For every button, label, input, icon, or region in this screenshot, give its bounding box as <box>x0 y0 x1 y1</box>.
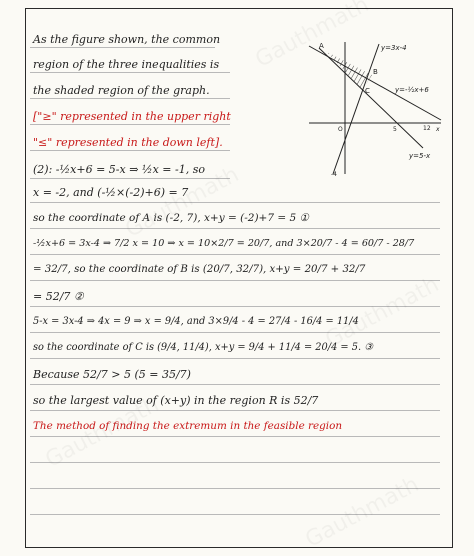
text-line-13: so the coordinate of C is (9/4, 11/4), x+y = 9/4 + 11/4 = 20/4 = 5. ③ <box>33 342 373 353</box>
text-line-14: Because 52/7 > 5 (5 = 35/7) <box>33 368 191 381</box>
label-axis-x: x <box>436 126 440 133</box>
label-point-b: B <box>373 68 378 76</box>
ruled-line <box>30 332 440 333</box>
ruled-line <box>30 202 440 203</box>
ruled-line <box>30 280 440 281</box>
ruled-line <box>30 47 215 48</box>
label-tick-neg4: -4 <box>331 171 337 178</box>
text-line-2: region of the three inequalities is <box>33 58 220 71</box>
text-line-16: The method of finding the extremum in the feasible region <box>33 420 343 432</box>
text-line-9: -½x+6 = 3x-4 ⇒ 7/2 x = 10 ⇒ x = 10×2/7 = 20/7, and 3×20/7 - 4 = 60/7 - 28/7 <box>33 238 415 249</box>
label-line2: y=-½x+6 <box>395 86 429 94</box>
ruled-line <box>30 98 230 99</box>
ruled-line <box>30 436 440 437</box>
text-line-11: = 52/7 ② <box>33 290 84 303</box>
label-tick-12: 12 <box>423 125 431 132</box>
text-line-4: ["≥" represented in the upper right <box>33 110 231 123</box>
label-point-c: C <box>365 87 370 95</box>
ruled-line <box>30 124 230 125</box>
ruled-line <box>30 514 440 515</box>
inequality-graph <box>305 38 445 178</box>
text-line-1: As the figure shown, the common <box>33 33 221 46</box>
ruled-line <box>30 150 230 151</box>
label-origin: O <box>338 126 343 133</box>
ruled-line <box>30 358 440 359</box>
ruled-line <box>30 72 230 73</box>
label-line3: y=5-x <box>409 152 431 160</box>
text-line-10: = 32/7, so the coordinate of B is (20/7, 32/7), x+y = 20/7 + 32/7 <box>33 264 366 275</box>
text-line-8: so the coordinate of A is (-2, 7), x+y = (-2)+7 = 5 ① <box>33 212 309 224</box>
ruled-line <box>30 228 440 229</box>
ruled-line <box>30 488 440 489</box>
ruled-line <box>30 306 440 307</box>
ruled-line <box>30 178 230 179</box>
label-line1: y=3x-4 <box>381 44 407 52</box>
label-tick-5: 5 <box>393 126 397 133</box>
text-line-7: x = -2, and (-½×(-2)+6) = 7 <box>33 186 189 199</box>
ruled-line <box>30 410 440 411</box>
ruled-line <box>30 384 440 385</box>
ruled-line <box>30 462 440 463</box>
line-5-x <box>319 48 423 148</box>
text-line-6: (2): -½x+6 = 5-x ⇒ ½x = -1, so <box>33 163 205 176</box>
text-line-12: 5-x = 3x-4 ⇒ 4x = 9 ⇒ x = 9/4, and 3×9/4 - 4 = 27/4 - 16/4 = 11/4 <box>33 316 359 327</box>
ruled-line <box>30 254 440 255</box>
text-line-5: "≤" represented in the down left]. <box>33 136 223 149</box>
text-line-15: so the largest value of (x+y) in the region R is 52/7 <box>33 394 319 407</box>
text-line-3: the shaded region of the graph. <box>33 84 210 97</box>
label-point-a: A <box>319 42 324 50</box>
